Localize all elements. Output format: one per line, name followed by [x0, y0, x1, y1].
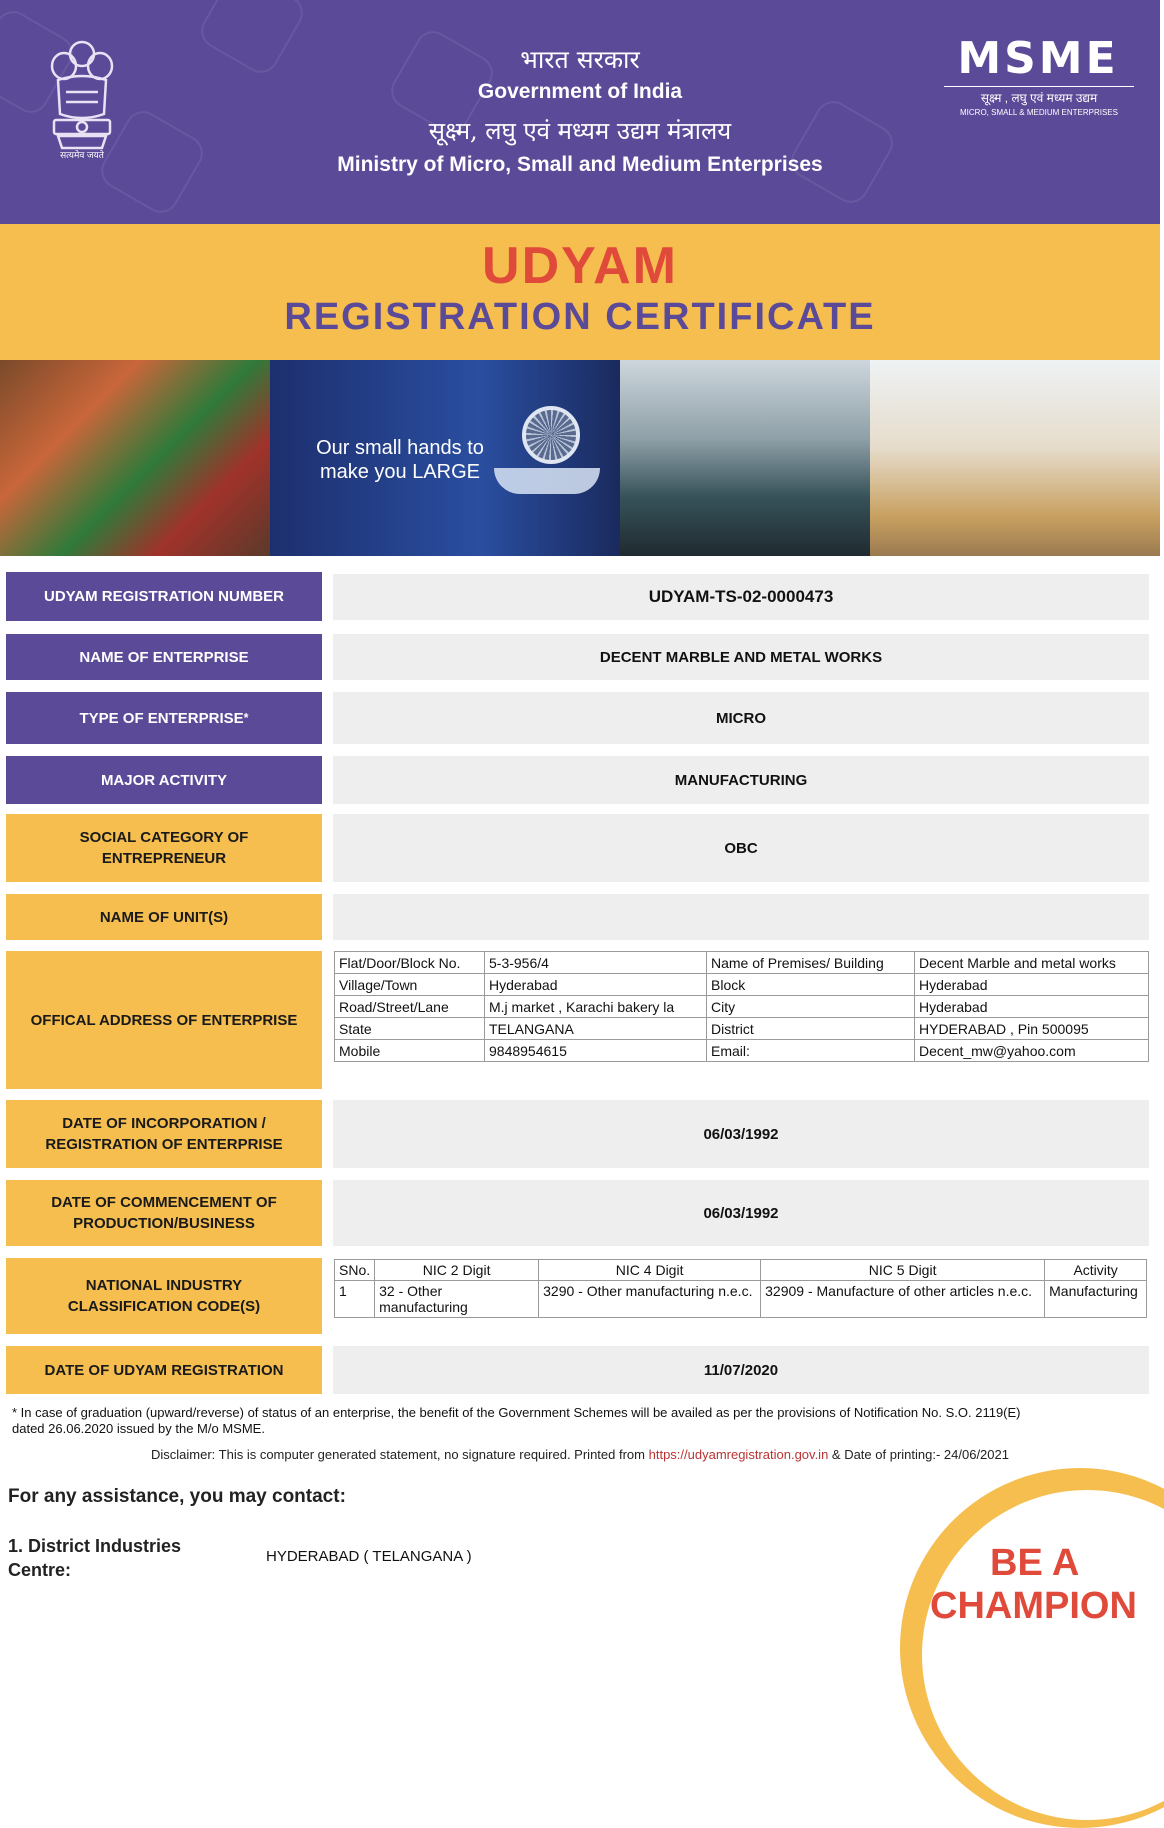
ministry-english: Ministry of Micro, Small and Medium Enterprises [337, 153, 823, 176]
nic-column-header: NIC 2 Digit [375, 1260, 539, 1281]
address-row [335, 974, 1149, 996]
address-field-value: Decent Marble and metal works [915, 952, 1149, 974]
unit-names-value [333, 894, 1149, 940]
address-table [334, 951, 1149, 1062]
certificate-title-udyam: UDYAM [482, 237, 678, 295]
chakra-icon [522, 406, 580, 464]
champion-text-line2: CHAMPION [930, 1585, 1137, 1627]
nic-column-header: Activity [1045, 1260, 1147, 1281]
address-row [335, 1040, 1149, 1062]
nic-label [6, 1258, 322, 1334]
address-field-label: Flat/Door/Block No. [335, 952, 485, 974]
enterprise-name-value: DECENT MARBLE AND METAL WORKS [333, 634, 1149, 680]
district-industries-value: HYDERABAD ( TELANGANA ) [266, 1548, 472, 1565]
artisan-photo [0, 360, 270, 556]
msme-logo-english: MICRO, SMALL & MEDIUM ENTERPRISES [960, 108, 1118, 117]
office-photo [620, 360, 890, 556]
banner-image [0, 360, 1160, 556]
udyam-registration-link[interactable]: https://udyamregistration.gov.in [648, 1447, 829, 1462]
emblem-caption: सत्यमेव जयते [60, 150, 104, 160]
address-field-label: Name of Premises/ Building [707, 952, 915, 974]
enterprise-type-label [6, 692, 322, 744]
nic-cell: 1 [335, 1281, 375, 1318]
commencement-date-label-line1: DATE OF COMMENCEMENT OF [51, 1194, 277, 1211]
nic-cell: 32909 - Manufacture of other articles n.e.c. [761, 1281, 1045, 1318]
assistance-heading: For any assistance, you may contact: [8, 1486, 346, 1507]
address-field-label: District [707, 1018, 915, 1040]
address-row [335, 996, 1149, 1018]
ministry-header [0, 0, 1160, 224]
major-activity-label: MAJOR ACTIVITY [6, 756, 322, 804]
nic-cell: 32 - Other manufacturing [375, 1281, 539, 1318]
disclaimer [0, 1447, 1160, 1462]
address-field-label: State [335, 1018, 485, 1040]
address-field-label: Mobile [335, 1040, 485, 1062]
address-label: OFFICAL ADDRESS OF ENTERPRISE [6, 951, 322, 1089]
banner-tagline [300, 436, 500, 484]
address-field-value: Hyderabad [485, 974, 707, 996]
nic-cell: Manufacturing [1045, 1281, 1147, 1318]
certificate-title: REGISTRATION CERTIFICATE [284, 296, 876, 338]
nic-label-line2: CLASSIFICATION CODE(S) [67, 1298, 261, 1315]
address-field-label: Road/Street/Lane [335, 996, 485, 1018]
address-field-value: Hyderabad [915, 996, 1149, 1018]
address-field-value: M.j market , Karachi bakery la [485, 996, 707, 1018]
address-field-value: 9848954615 [485, 1040, 707, 1062]
nic-column-header: NIC 5 Digit [761, 1260, 1045, 1281]
footnote-line1: * In case of graduation (upward/reverse) of status of an enterprise, the benefit of the Government Schemes will be availed as per the provisions of Notification No. S.O. 2119(E) [12, 1405, 1021, 1420]
nic-column-header: SNo. [335, 1260, 375, 1281]
farming-photo [870, 360, 1160, 556]
commencement-date-value: 06/03/1992 [333, 1180, 1149, 1246]
district-industries-label [8, 1534, 208, 1582]
social-category-label-line2: ENTREPRENEUR [101, 850, 227, 867]
address-field-label: Village/Town [335, 974, 485, 996]
udyam-registration-date-label: DATE OF UDYAM REGISTRATION [6, 1346, 322, 1394]
hex-decoration [785, 95, 900, 210]
government-english: Government of India [477, 80, 683, 103]
government-hindi: भारत सरकार [520, 45, 640, 74]
social-category-value: OBC [333, 814, 1149, 882]
address-row [335, 1018, 1149, 1040]
registration-number-label: UDYAM REGISTRATION NUMBER [6, 572, 322, 621]
footnote-line2: dated 26.06.2020 issued by the M/o MSME. [12, 1421, 265, 1436]
incorporation-date-label-line2: REGISTRATION OF ENTERPRISE [45, 1136, 283, 1153]
banner-tagline-line2: make you LARGE [319, 461, 481, 483]
address-field-value: Decent_mw@yahoo.com [915, 1040, 1149, 1062]
nic-cell: 3290 - Other manufacturing n.e.c. [539, 1281, 761, 1318]
commencement-date-label [6, 1180, 322, 1246]
registration-number-value: UDYAM-TS-02-0000473 [333, 574, 1149, 620]
social-category-label [6, 814, 322, 882]
major-activity-value: MANUFACTURING [333, 756, 1149, 804]
disclaimer-prefix: Disclaimer: This is computer generated statement, no signature required. Printed from [151, 1447, 649, 1462]
enterprise-type-value: MICRO [333, 692, 1149, 744]
social-category-label-line1: SOCIAL CATEGORY OF [79, 829, 249, 846]
unit-names-label: NAME OF UNIT(S) [6, 894, 322, 940]
nic-label-line1: NATIONAL INDUSTRY [85, 1277, 243, 1294]
address-field-label: Email: [707, 1040, 915, 1062]
commencement-date-label-line2: PRODUCTION/BUSINESS [73, 1215, 255, 1232]
ministry-hindi: सूक्ष्म, लघु एवं मध्यम उद्यम मंत्रालय [428, 117, 732, 145]
champion-text-line1: BE A [990, 1542, 1080, 1584]
nic-table-wrapper [334, 1259, 1147, 1318]
incorporation-date-label-line1: DATE OF INCORPORATION / [62, 1115, 266, 1132]
district-industries-label-line1: 1. District Industries [8, 1536, 182, 1556]
address-field-value: HYDERABAD , Pin 500095 [915, 1018, 1149, 1040]
nic-column-header: NIC 4 Digit [539, 1260, 761, 1281]
nic-row [335, 1281, 1147, 1318]
address-row [335, 952, 1149, 974]
footnote [12, 1405, 1152, 1437]
hand-icon [494, 468, 600, 494]
address-field-value: Hyderabad [915, 974, 1149, 996]
msme-logo-hindi: सूक्ष्म , लघु एवं मध्यम उद्यम [944, 86, 1134, 106]
incorporation-date-label [6, 1100, 322, 1168]
address-field-label: Block [707, 974, 915, 996]
national-emblem-icon [44, 36, 120, 162]
incorporation-date-value: 06/03/1992 [333, 1100, 1149, 1168]
msme-logo: MSME [957, 33, 1119, 84]
disclaimer-suffix: & Date of printing:- 24/06/2021 [828, 1447, 1009, 1462]
udyam-registration-date-value: 11/07/2020 [333, 1346, 1149, 1394]
district-industries-label-line2: Centre: [8, 1560, 72, 1580]
address-field-value: TELANGANA [485, 1018, 707, 1040]
enterprise-type-asterisk: * [243, 710, 249, 725]
enterprise-name-label: NAME OF ENTERPRISE [6, 634, 322, 680]
banner-tagline-line1: Our small hands to [316, 437, 484, 459]
enterprise-type-label-text: TYPE OF ENTERPRISE [79, 709, 244, 727]
address-field-value: 5-3-956/4 [485, 952, 707, 974]
address-field-label: City [707, 996, 915, 1018]
address-table-wrapper [334, 951, 1149, 1062]
nic-table [334, 1259, 1147, 1318]
